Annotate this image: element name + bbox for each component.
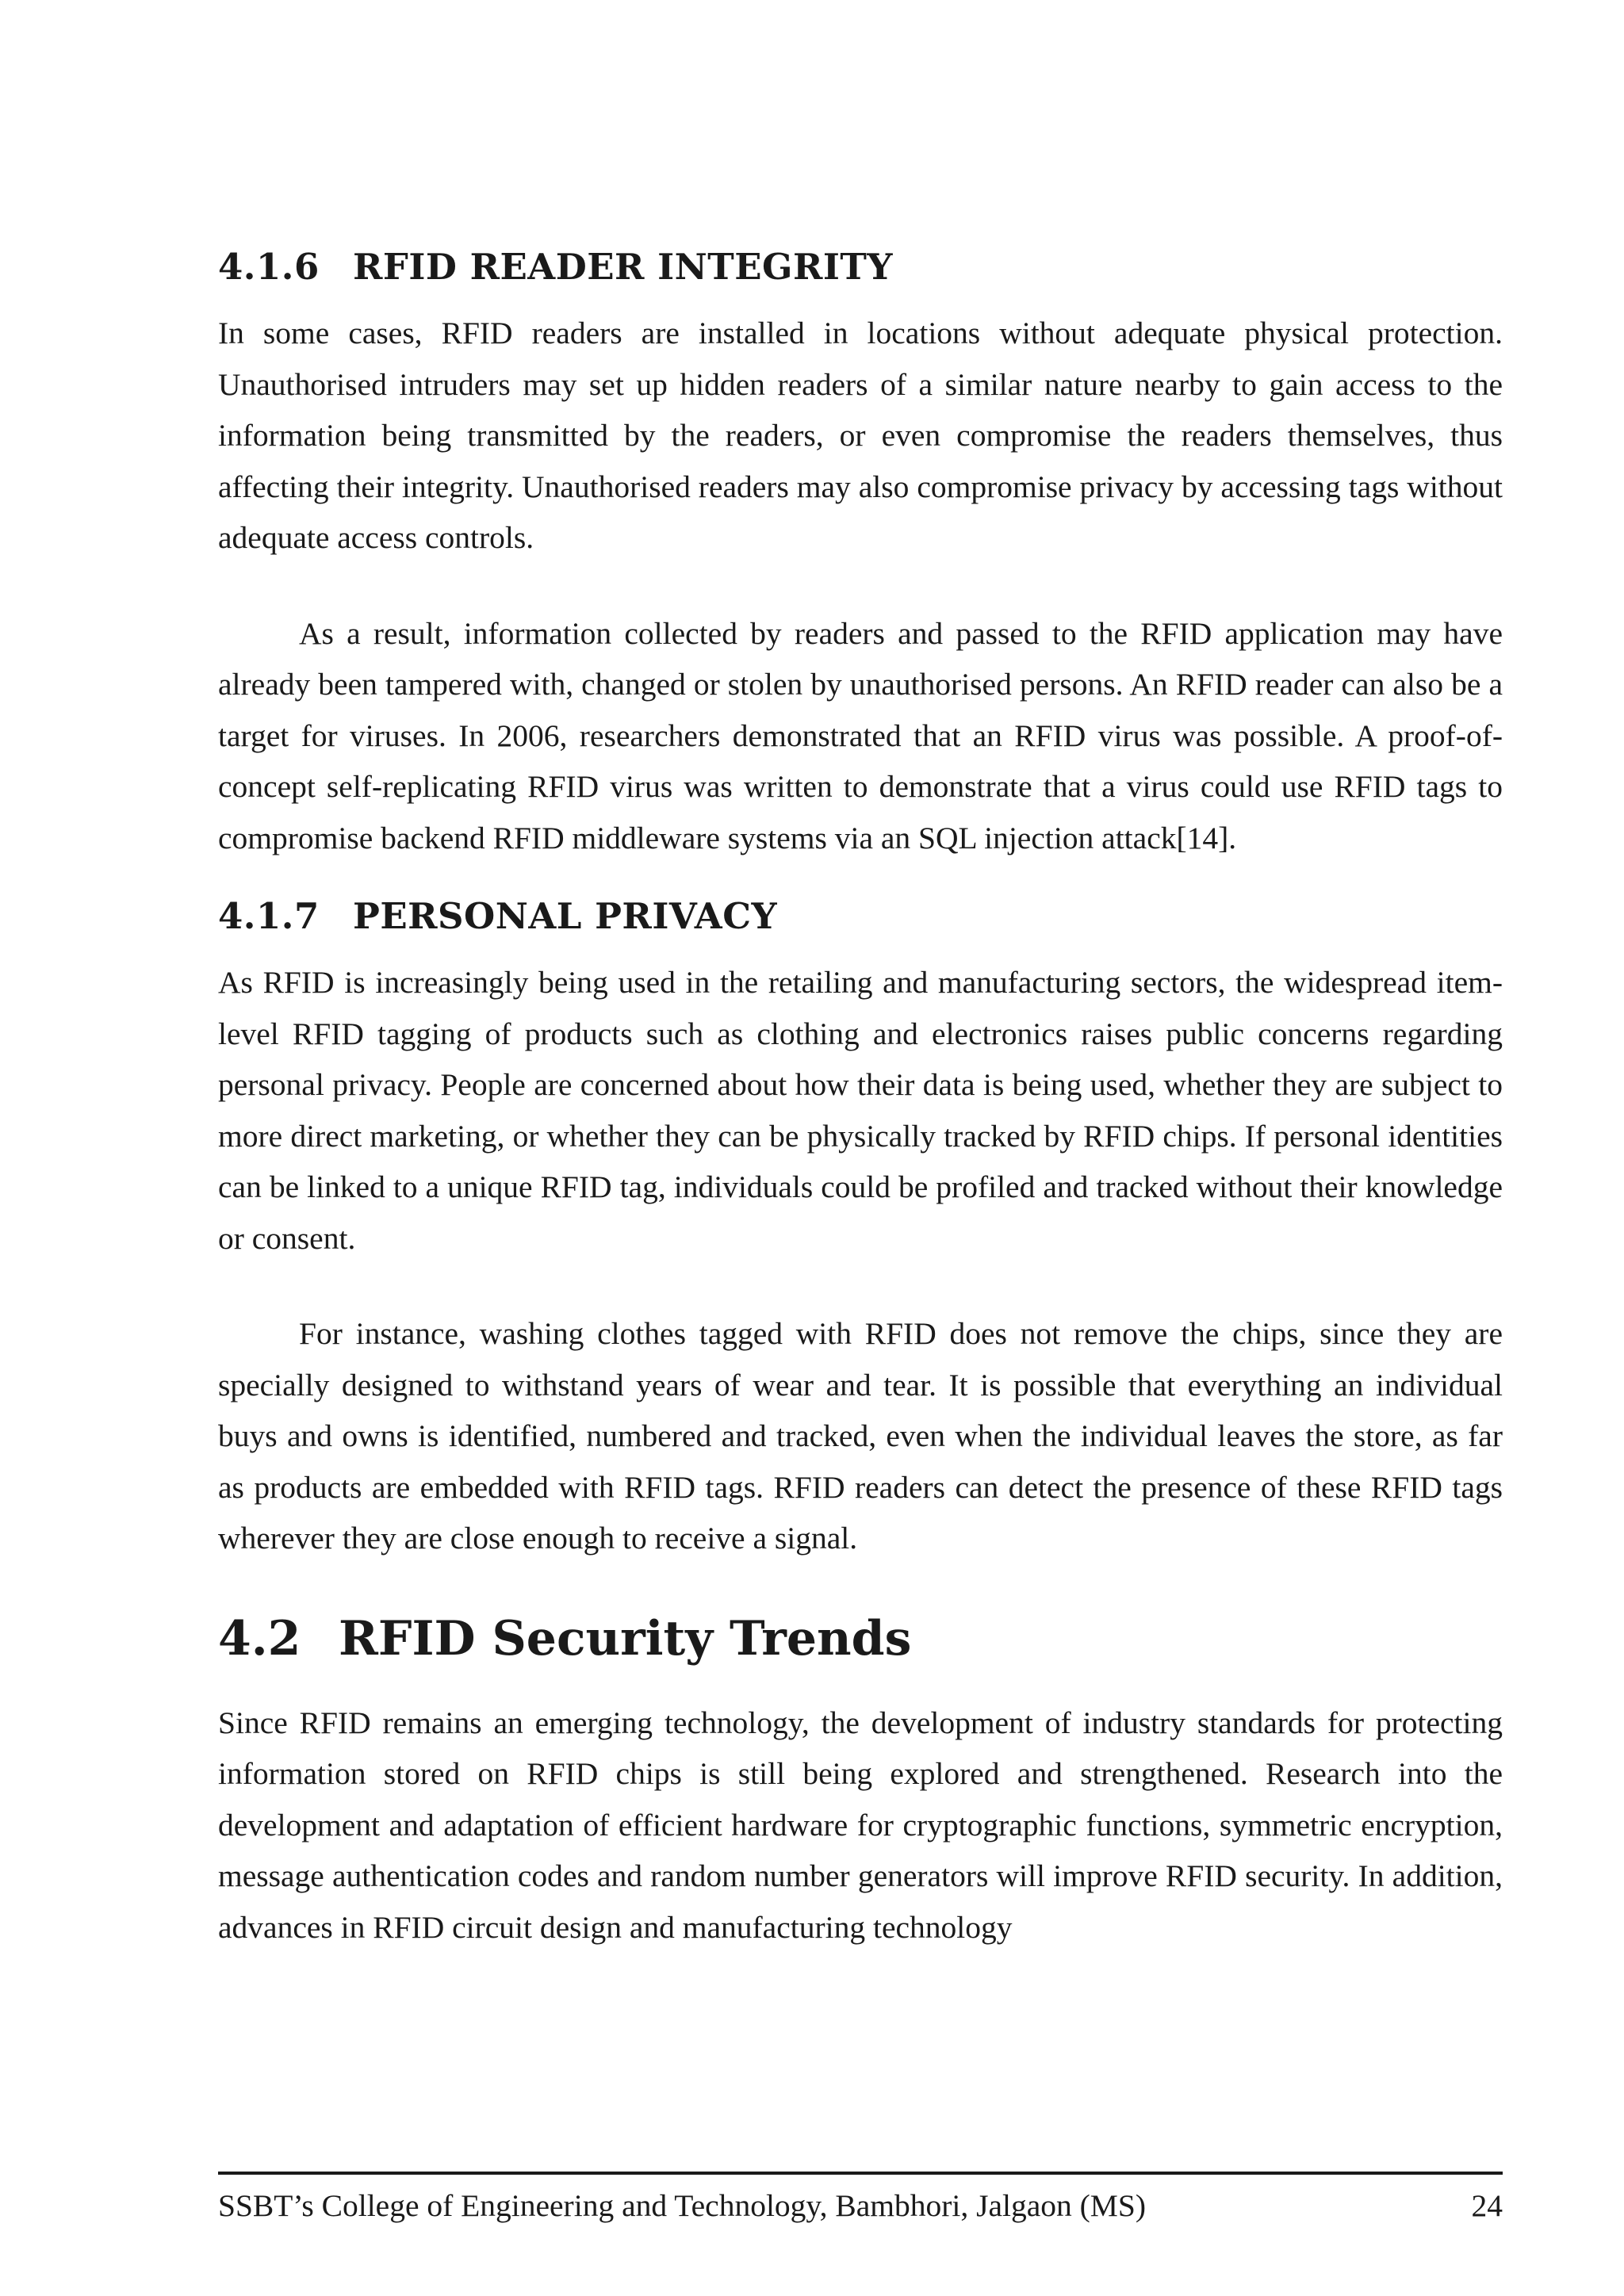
page-content	[218, 246, 1503, 1953]
subsection-number: 4.1.6	[218, 246, 320, 288]
paragraph-personal-privacy-2: For instance, washing clothes tagged with RFID does not remove the chips, since they are specially designed to withstand years of wear and tear. It is possible that everything an individual buys and owns is identified, numbered and tracked, even when the individual leaves the store, as far as products are embedded with RFID tags. RFID readers can detect the presence of these RFID tags wherever they are close enough to receive a signal.	[218, 1316, 1503, 1556]
section-heading-4-2	[218, 1610, 1503, 1667]
footer-institution: SSBT’s College of Engineering and Technology, Bambhori, Jalgaon (MS)	[218, 2188, 1147, 2223]
paragraph-personal-privacy-1: As RFID is increasingly being used in the retailing and manufacturing sectors, the widespread item-level RFID tagging of products such as clothing and electronics raises public concerns regarding personal privacy. People are concerned about how their data is being used, whether they are subject to more direct marketing, or whether they can be physically tracked by RFID chips. If personal identities can be linked to a unique RFID tag, individuals could be profiled and tracked without their knowledge or consent.	[218, 965, 1503, 1256]
page-footer	[218, 2187, 1503, 2225]
paragraph-reader-integrity-2: As a result, information collected by readers and passed to the RFID application may have already been tampered with, changed or stolen by unauthorised persons. An RFID reader can also be a target for viruses. In 2006, researchers demonstrated that an RFID virus was possible. A proof-of-concept self-replicating RFID virus was written to demonstrate that a virus could use RFID tags to compromise backend RFID middleware systems via an SQL injection attack[14].	[218, 615, 1503, 855]
subsection-title: PERSONAL PRIVACY	[353, 895, 778, 937]
footer-rule	[218, 2172, 1503, 2175]
subsection-heading-4-1-6	[218, 246, 1503, 289]
subsection-number: 4.1.7	[218, 895, 320, 937]
subsection-title: RFID READER INTEGRITY	[353, 246, 894, 288]
page-number: 24	[1471, 2188, 1503, 2223]
section-number: 4.2	[218, 1610, 301, 1667]
section-title: RFID Security Trends	[339, 1610, 912, 1667]
subsection-heading-4-1-7	[218, 895, 1503, 938]
paragraph-reader-integrity-1: In some cases, RFID readers are installed in locations without adequate physical protection. Unauthorised intruders may set up hidden readers of a similar nature nearby to gain access to the information being transmitted by the readers, or even compromise the readers themselves, thus affecting their integrity. Unauthorised readers may also compromise privacy by accessing tags without adequate access controls.	[218, 316, 1503, 555]
paragraph-security-trends-1: Since RFID remains an emerging technology, the development of industry standards for protecting information stored on RFID chips is still being explored and strengthened. Research into the development and adaptation of efficient hardware for cryptographic functions, symmetric encryption, message authentication codes and random number generators will improve RFID security. In addition, advances in RFID circuit design and manufacturing technology	[218, 1705, 1503, 1945]
